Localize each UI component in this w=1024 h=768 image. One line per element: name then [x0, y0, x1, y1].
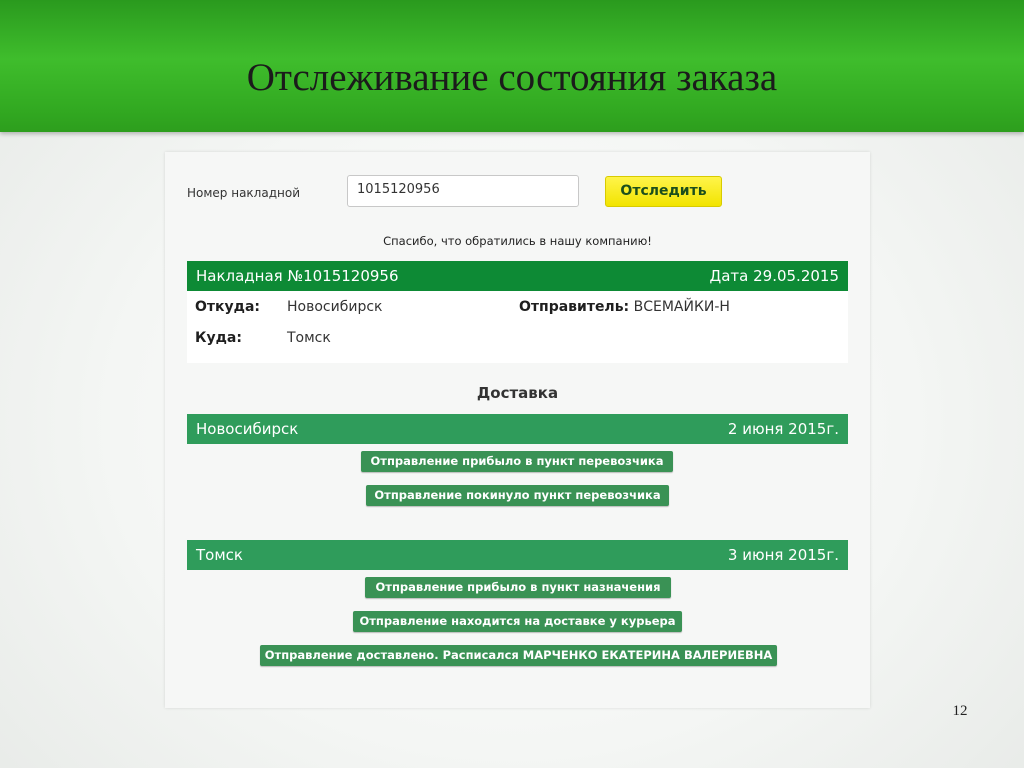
stop-date: 3 июня 2015г. [727, 546, 839, 564]
stop-city: Томск [196, 546, 243, 564]
status-badge: Отправление прибыло в пункт перевозчика [361, 451, 673, 472]
page-number: 12 [952, 703, 968, 719]
delivery-stop-header [187, 540, 848, 570]
status-badge: Отправление доставлено. Расписался МАРЧЕНКО ЕКАТЕРИНА ВАЛЕРИЕВНА [260, 645, 777, 666]
to-value: Томск [287, 330, 331, 346]
status-badge: Отправление покинуло пункт перевозчика [366, 485, 669, 506]
waybill-number-label: Номер накладной [187, 186, 300, 200]
sender-value: ВСЕМАЙКИ-Н [633, 299, 730, 315]
thanks-message: Спасибо, что обратились в нашу компанию! [383, 234, 652, 248]
sender-label: Отправитель: [519, 299, 630, 315]
stop-city: Новосибирск [196, 420, 299, 438]
status-badge: Отправление прибыло в пункт назначения [365, 577, 671, 598]
track-button[interactable]: Отследить [605, 176, 722, 207]
slide-title: Отслеживание состояния заказа [246, 56, 778, 99]
delivery-stop-header [187, 414, 848, 444]
from-value: Новосибирск [287, 299, 383, 315]
from-label: Откуда: [195, 299, 260, 315]
waybill-number-input[interactable]: 1015120956 [347, 175, 579, 207]
stop-date: 2 июня 2015г. [727, 420, 839, 438]
sender-line [519, 299, 730, 315]
status-badge: Отправление находится на доставке у курьера [353, 611, 682, 632]
delivery-title: Доставка [476, 384, 559, 402]
waybill-date: Дата 29.05.2015 [709, 267, 839, 285]
waybill-header [187, 261, 848, 291]
slide-header [0, 0, 1024, 132]
waybill-number-title: Накладная №1015120956 [196, 267, 399, 285]
to-label: Куда: [195, 330, 242, 346]
